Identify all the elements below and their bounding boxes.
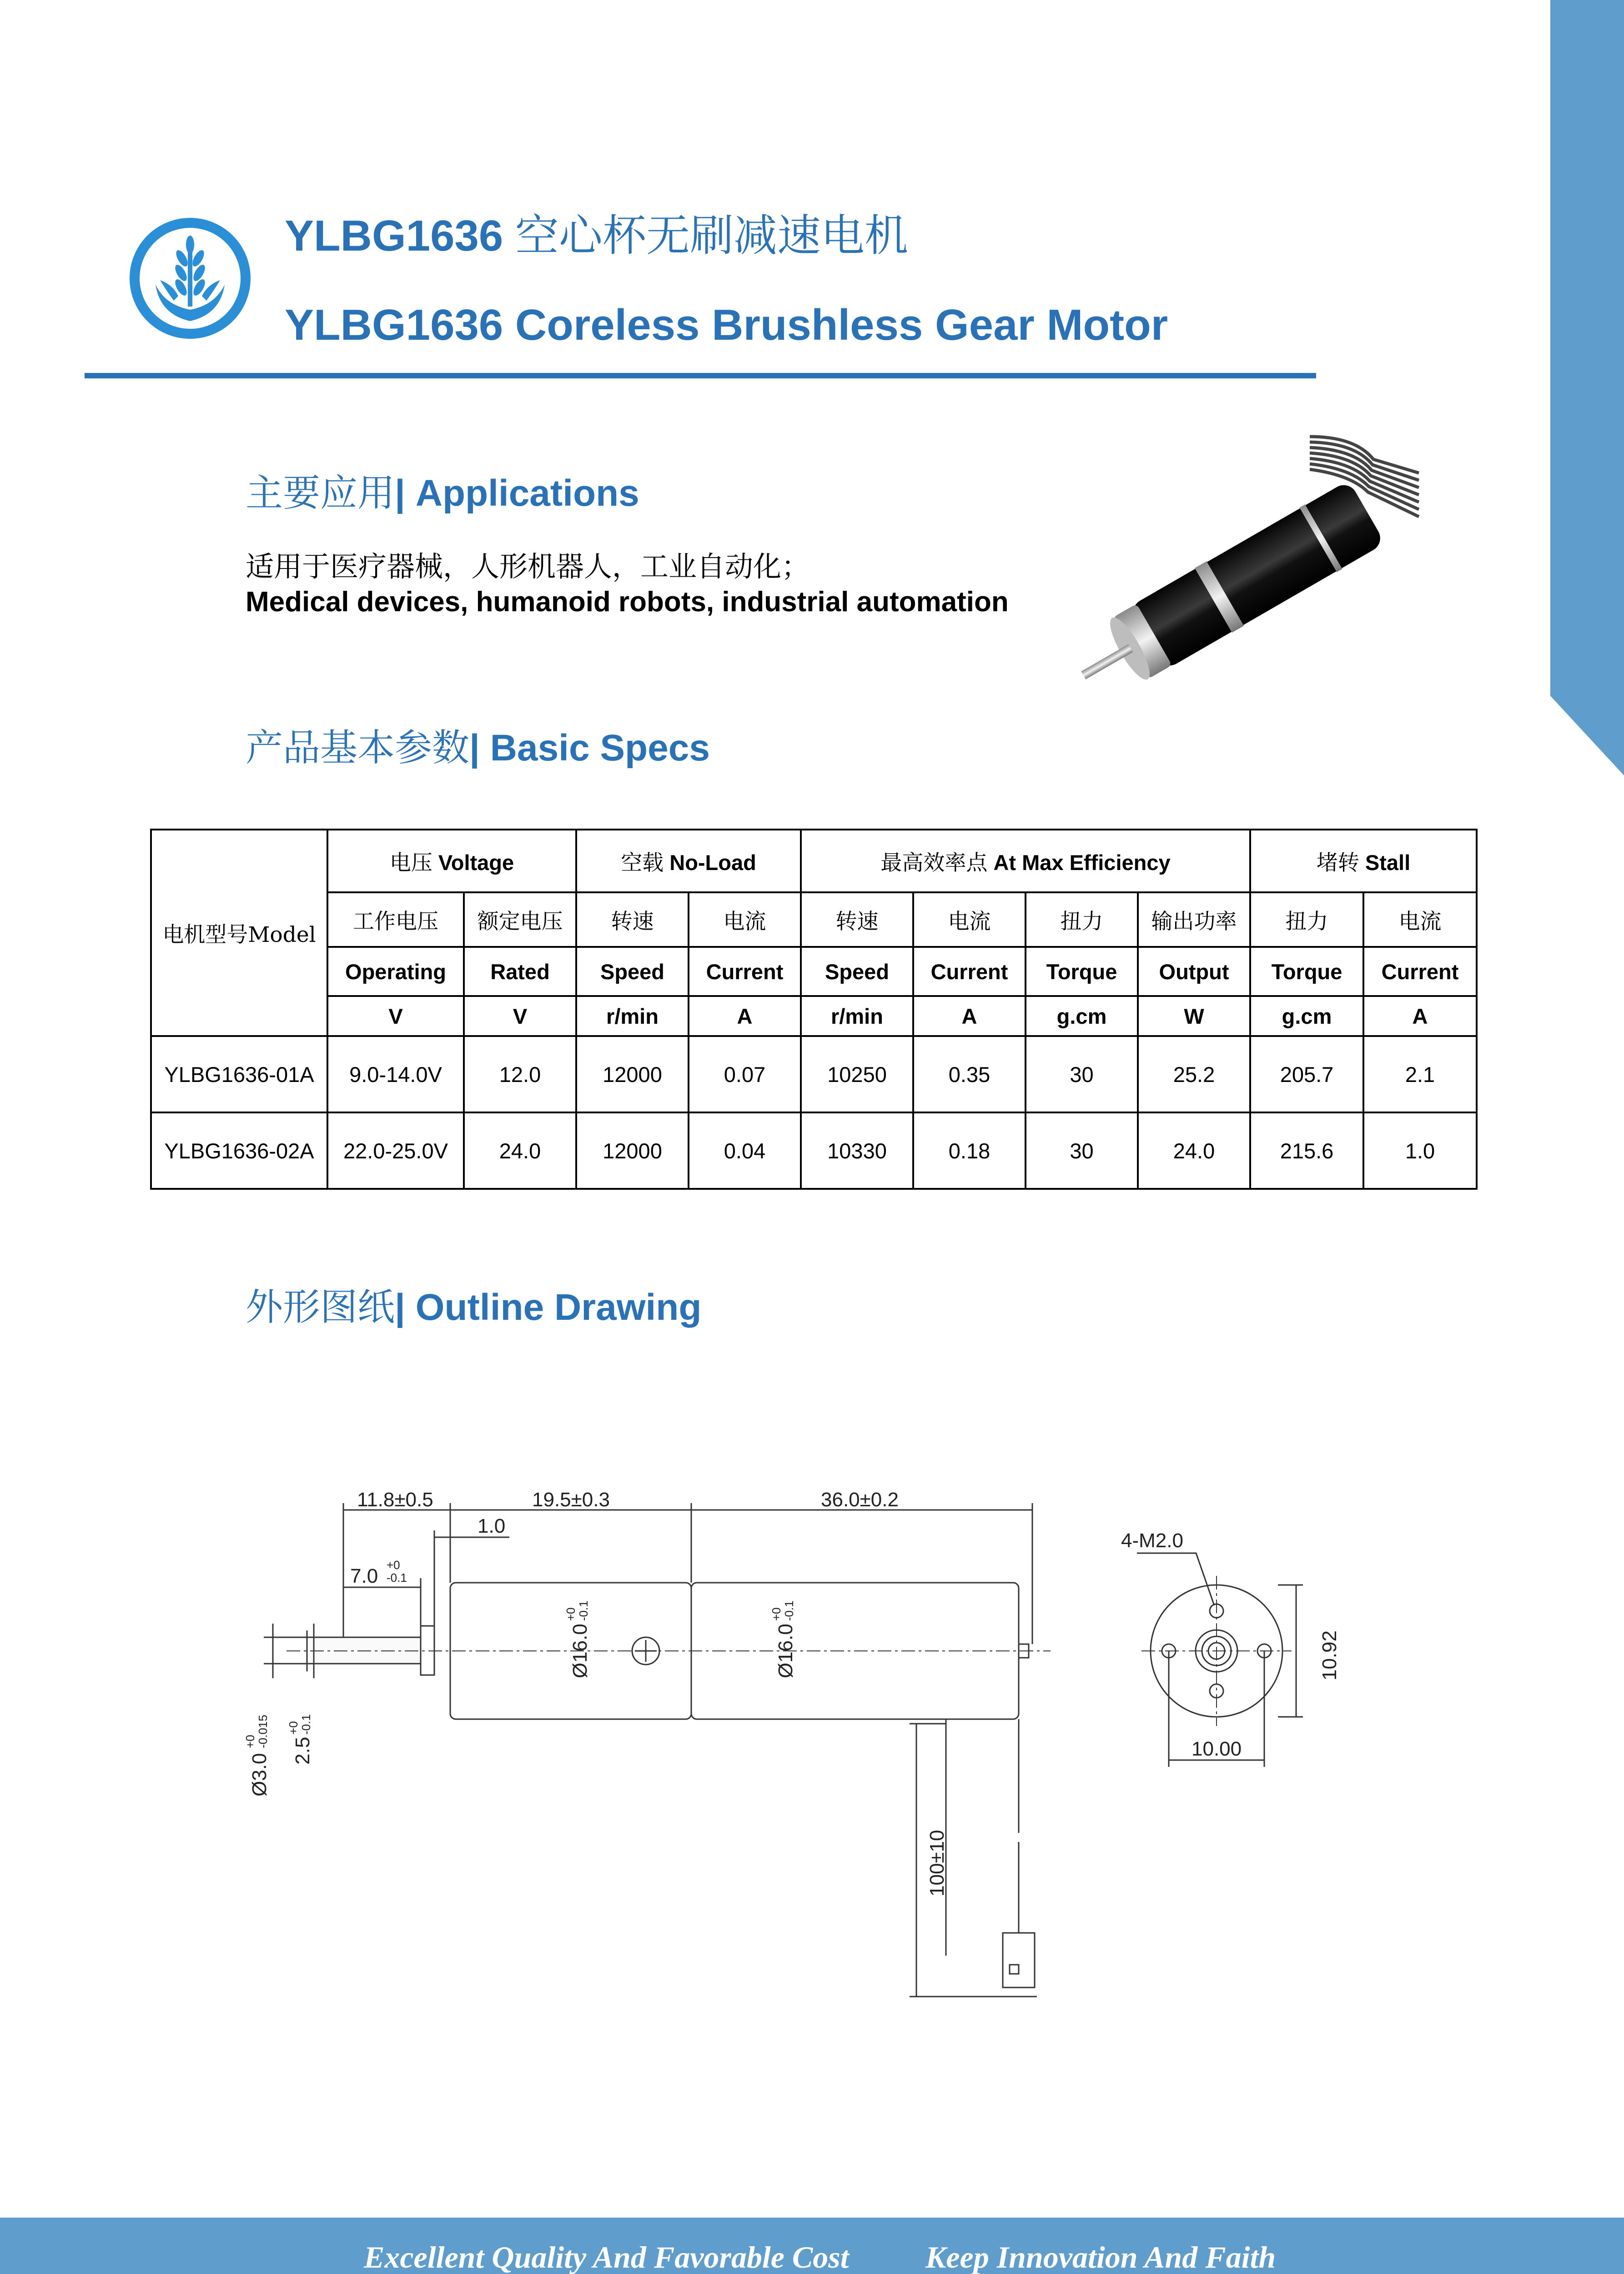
unit-cell: W: [1138, 996, 1250, 1036]
table-row: [151, 1036, 1477, 1112]
footer-slogan-right: Keep Innovation And Faith: [925, 2240, 1276, 2274]
dim-36-0: 36.0±0.2: [821, 1489, 899, 1511]
data-cell: 12000: [576, 1036, 689, 1112]
data-cell: 215.6: [1250, 1112, 1363, 1189]
dim-19-5: 19.5±0.3: [532, 1489, 610, 1511]
maxeff-group-cn: 最高效率点: [880, 850, 988, 875]
data-cell: 22.0-25.0V: [327, 1112, 464, 1189]
sub-en-cell: Speed: [801, 947, 913, 996]
sub-en-cell: Current: [1363, 947, 1477, 996]
specs-sub-en-row: [151, 947, 1477, 996]
maxeff-group-cell: [801, 830, 1250, 892]
dim-dia16-a-tol-dn: -0.1: [577, 1600, 590, 1621]
sub-en-cell: Operating: [327, 947, 464, 996]
specs-sub-cn-row: [151, 892, 1477, 947]
specs-heading-en: | Basic Specs: [469, 727, 710, 769]
sub-cn-cell: 输出功率: [1138, 892, 1250, 947]
voltage-group-en: Voltage: [438, 850, 514, 875]
unit-cell: A: [1363, 996, 1477, 1036]
sub-en-cell: Current: [689, 947, 801, 996]
voltage-group-cn: 电压: [389, 850, 432, 875]
specs-heading-cn: 产品基本参数: [246, 726, 470, 770]
sub-cn-cell: 额定电压: [464, 892, 576, 947]
voltage-group-cell: [327, 830, 576, 892]
unit-cell: V: [464, 996, 576, 1036]
model-header-cell: [151, 830, 327, 1036]
sub-en-cell: Torque: [1250, 947, 1363, 996]
outline-heading: [246, 1287, 701, 1328]
dim-1-0: 1.0: [478, 1515, 506, 1537]
dim-dia3-tol-up: +0: [243, 1735, 257, 1748]
data-cell: 24.0: [464, 1112, 576, 1189]
unit-cell: g.cm: [1250, 996, 1363, 1036]
sub-cn-cell: 转速: [576, 892, 689, 947]
dim-m2: 4-M2.0: [1121, 1529, 1183, 1552]
specs-group-header-row: [151, 830, 1477, 892]
model-cell: YLBG1636-01A: [151, 1036, 327, 1112]
title-model: YLBG1636: [285, 211, 503, 260]
data-cell: 0.07: [689, 1036, 801, 1112]
data-cell: 10250: [801, 1036, 913, 1112]
dim-dia16-b-tol-dn: -0.1: [782, 1600, 796, 1621]
applications-heading-cn: 主要应用: [246, 472, 395, 515]
unit-cell: A: [689, 996, 801, 1036]
company-logo: [128, 216, 252, 340]
dim-2-5-tol-dn: -0.1: [299, 1714, 313, 1735]
applications-heading-en: | Applications: [395, 473, 639, 514]
dim-10-00: 10.00: [1192, 1738, 1242, 1760]
dim-dia16-a: Ø16.0: [569, 1624, 591, 1678]
data-cell: 205.7: [1250, 1036, 1363, 1112]
unit-cell: r/min: [801, 996, 913, 1036]
stall-group-cn: 堵转: [1316, 850, 1359, 875]
outline-heading-en: | Outline Drawing: [395, 1287, 702, 1328]
dim-11-8: 11.8±0.5: [357, 1489, 433, 1511]
unit-cell: V: [327, 996, 464, 1036]
dim-dia16-b: Ø16.0: [774, 1624, 797, 1678]
data-cell: 1.0: [1363, 1112, 1477, 1189]
unit-cell: g.cm: [1026, 996, 1138, 1036]
noload-group-cell: [576, 830, 801, 892]
data-cell: 0.35: [913, 1036, 1026, 1112]
noload-group-en: No-Load: [669, 850, 756, 875]
title-chinese: [285, 212, 908, 260]
sub-en-cell: Rated: [464, 947, 576, 996]
specs-table: [150, 829, 1478, 1190]
dim-7-0-tol-dn: -0.1: [387, 1571, 407, 1585]
data-cell: 9.0-14.0V: [327, 1036, 464, 1112]
dim-7-0: 7.0: [350, 1565, 378, 1587]
title-divider: [85, 373, 1316, 378]
dim-dia16-b-tol-up: +0: [769, 1607, 783, 1621]
sub-cn-cell: 工作电压: [327, 892, 464, 947]
motor-product-photo: [1055, 409, 1428, 764]
data-cell: 2.1: [1363, 1036, 1477, 1112]
applications-text-en: Medical devices, humanoid robots, industrial automation: [246, 586, 1009, 618]
data-cell: 25.2: [1138, 1036, 1250, 1112]
sub-cn-cell: 扭力: [1250, 892, 1363, 947]
data-cell: 12000: [576, 1112, 689, 1189]
noload-group-cn: 空载: [621, 850, 664, 875]
sub-cn-cell: 电流: [1363, 892, 1477, 947]
title-english: YLBG1636 Coreless Brushless Gear Motor: [285, 301, 1168, 349]
sub-cn-cell: 电流: [913, 892, 1026, 947]
specs-heading: [246, 728, 710, 769]
data-cell: 30: [1026, 1112, 1138, 1189]
dim-dia3: Ø3.0: [248, 1753, 271, 1796]
data-cell: 0.04: [689, 1112, 801, 1189]
sub-cn-cell: 扭力: [1026, 892, 1138, 947]
sub-en-cell: Output: [1138, 947, 1250, 996]
dim-2-5: 2.5: [292, 1736, 314, 1765]
data-cell: 30: [1026, 1036, 1138, 1112]
model-cell: YLBG1636-02A: [151, 1112, 327, 1189]
specs-unit-row: [151, 996, 1477, 1036]
applications-heading: [246, 473, 639, 514]
unit-cell: r/min: [576, 996, 689, 1036]
unit-cell: A: [913, 996, 1026, 1036]
dim-7-0-tol-up: +0: [387, 1558, 400, 1572]
data-cell: 24.0: [1138, 1112, 1250, 1189]
data-cell: 12.0: [464, 1036, 576, 1112]
table-row: [151, 1112, 1477, 1189]
footer-slogan-left: Excellent Quality And Favorable Cost: [364, 2240, 849, 2274]
maxeff-group-en: At Max Efficiency: [993, 850, 1171, 875]
outline-heading-cn: 外形图纸: [246, 1286, 395, 1329]
applications-text-cn: 适用于医疗器械，人形机器人，工业自动化；: [246, 550, 810, 583]
model-header: 电机型号Model: [162, 922, 316, 947]
title-cn-text: 空心杯无刷减速电机: [515, 210, 908, 261]
side-accent-bar: [1550, 0, 1624, 775]
footer-bar: [0, 2218, 1624, 2274]
dim-dia3-tol-dn: -0.015: [256, 1715, 270, 1748]
dim-100: 100±10: [926, 1830, 948, 1897]
sub-en-cell: Current: [913, 947, 1026, 996]
data-cell: 0.18: [913, 1112, 1026, 1189]
dim-2-5-tol-up: +0: [287, 1721, 300, 1735]
stall-group-en: Stall: [1365, 850, 1411, 875]
sub-en-cell: Torque: [1026, 947, 1138, 996]
sub-en-cell: Speed: [576, 947, 689, 996]
sub-cn-cell: 电流: [689, 892, 801, 947]
stall-group-cell: [1250, 830, 1477, 892]
dim-dia16-a-tol-up: +0: [564, 1607, 578, 1621]
dim-10-92: 10.92: [1318, 1630, 1341, 1680]
sub-cn-cell: 转速: [801, 892, 913, 947]
data-cell: 10330: [801, 1112, 913, 1189]
outline-drawing: [236, 1487, 1401, 2010]
